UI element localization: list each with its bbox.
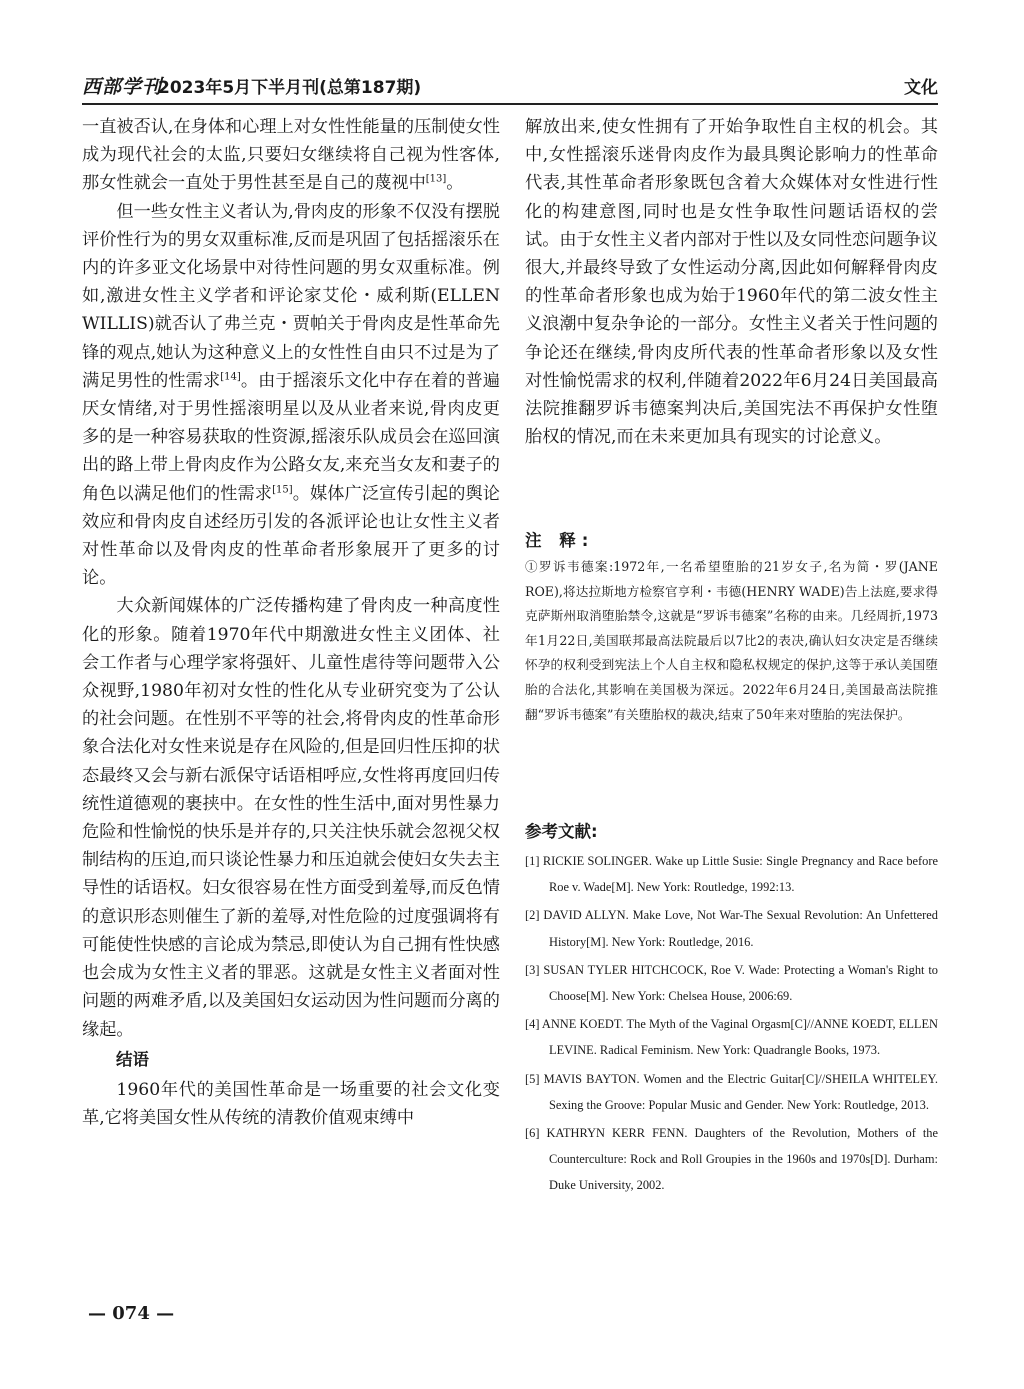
page-header [82,72,938,102]
references-heading: 参考文献: [525,822,598,841]
citation: [15] [272,483,293,495]
paragraph [82,113,500,198]
right-column [525,113,938,451]
paragraph [82,198,500,593]
paragraph: 解放出来,使女性拥有了开始争取性自主权的机会。其中,女性摇滚乐迷骨肉皮作为最具舆论影响力的性革命代表,其性革命者形象既包含着大众媒体对女性进行性化的构建意图,同时也是女性争取性问题话语权的尝试。由于女性主义者内部对于性以及女同性恋问题争议很大,并最终导致了女性运动分离,因此如何解释骨肉皮的性革命者形象也成为始于1960年代的第二波女性主义浪潮中复杂争论的一部分。女性主义者关于性问题的争论还在继续,骨肉皮所代表的性革命者形象以及女性对性愉悦需求的权利,伴随着2022年6月24日美国最高法院推翻罗诉韦德案判决后,美国宪法不再保护女性堕胎权的情况,而在未来更加具有现实的讨论意义。 [525,117,938,448]
note-item: ①罗诉韦德案:1972年,一名希望堕胎的21岁女子,名为简・罗(JANE ROE),将达拉斯地方检察官亨利・韦德(HENRY WADE)告上法庭,要求得克萨斯州取消堕胎禁令,这就是“罗诉韦德案”名称的由来。几经周折,1973年1月22日,美国联邦最高法院最后以7比2的表决,确认妇女决定是否继续怀孕的权利受到宪法上个人自主权和隐私权规定的保护,这等于承认美国堕胎的合法化,其影响在美国极为深远。2022年6月24日,美国最高法院推翻“罗诉韦德案”有关堕胎权的裁决,结束了50年来对堕胎的宪法保护。 [525,559,938,722]
notes-section [525,527,938,727]
citation: [13] [425,173,447,185]
citation: [14] [220,371,241,383]
page-number: — 074 — [88,1303,175,1324]
journal-logo: 西部学刊 [82,76,163,98]
section-label: 文化 [904,78,938,98]
paragraph-text: 。 [446,173,464,194]
reference-item: [1] RICKIE SOLINGER. Wake up Little Susie: Single Pregnancy and Race before Roe v. Wade[M]. New York: Routledge, 1992:13. [525,854,938,895]
header-divider [82,103,938,105]
reference-item: [4] ANNE KOEDT. The Myth of the Vaginal Orgasm[C]//ANNE KOEDT, ELLEN LEVINE. Radical Feminism. New York: Quadrangle Books, 1973. [525,1017,938,1058]
paragraph: 大众新闻媒体的广泛传播构建了骨肉皮一种高度性化的形象。随着1970年代中期激进女性主义团体、社会工作者与心理学家将强奸、儿童性虐待等问题带入公众视野,1980年初对女性的性化从专业研究变为了公认的社会问题。在性别不平等的社会,将骨肉皮的性革命形象合法化对女性来说是存在风险的,但是回归性压抑的状态最终又会与新右派保守话语相呼应,女性将再度回归传统性道德观的裹挟中。在女性的性生活中,面对男性暴力危险和性愉悦的快乐是并存的,只关注快乐就会忽视父权制结构的压迫,而只谈论性暴力和压迫就会使妇女失去主导性的话语权。妇女很容易在性方面受到羞辱,而反色情的意识形态则催生了新的羞辱,对性危险的过度强调将有可能使性快感的言论成为禁忌,即使认为自己拥有性快感也会成为女性主义者的罪恶。这就是女性主义者面对性问题的两难矛盾,以及美国妇女运动因为性问题而分离的缘起。 [82,596,500,1040]
reference-item: [2] DAVID ALLYN. Make Love, Not War-The Sexual Revolution: An Unfettered History[M]. New York: Routledge, 2016. [525,908,938,949]
notes-heading: 注 释: [525,531,595,550]
section-heading: 结语 [116,1049,149,1069]
paragraph-text: 。由于摇滚乐文化中存在着的普遍厌女情绪,对于男性摇滚明星以及从业者来说,骨肉皮更多的是一种容易获取的性资源,摇滚乐队成员会在巡回演出的路上带上骨肉皮作为公路女友,来充当女友和妻子的角色以满足他们的性需求 [82,370,500,504]
reference-item: [3] SUSAN TYLER HITCHCOCK, Roe V. Wade: Protecting a Woman's Right to Choose[M]. New York: Chelsea House, 2006:69. [525,962,938,1004]
paragraph-text: 但一些女性主义者认为,骨肉皮的形象不仅没有摆脱评价性行为的男女双重标准,反而是巩固了包括摇滚乐在内的许多亚文化场景中对待性问题的男女双重标准。例如,激进女性主义学者和评论家艾伦・威利斯(ELLEN WILLIS)就否认了弗兰克・贾帕关于骨肉皮是性革命先锋的观点,她认为这种意义上的女性性自由只不过是为了满足男性的性需求 [82,201,500,391]
paragraph-text: 。媒体广泛宣传引起的舆论效应和骨肉皮自述经历引发的各派评论也让女性主义者对性革命以及骨肉皮的性革命者形象展开了更多的讨论。 [82,483,500,589]
issue-info: 2023年5月下半月刊(总第187期) [158,78,422,98]
reference-item: [6] KATHRYN KERR FENN. Daughters of the Revolution, Mothers of the Counterculture: Rock and Roll Groupies in the 1960s and 1970s[D]. Durham: Duke University, 2002. [525,1126,938,1193]
reference-item: [5] MAVIS BAYTON. Women and the Electric Guitar[C]//SHEILA WHITELEY. Sexing the Groove: Popular Music and Gender. New York: Routledge, 2013. [525,1071,938,1112]
paragraph: 1960年代的美国性革命是一场重要的社会文化变革,它将美国女性从传统的清教价值观束缚中 [82,1079,500,1129]
references-section [525,818,938,1201]
paragraph-text: 一直被否认,在身体和心理上对女性性能量的压制使女性成为现代社会的太监,只要妇女继续将自己视为性客体,那女性就会一直处于男性甚至是自己的蔑视中 [82,117,500,194]
left-column [82,113,500,1132]
